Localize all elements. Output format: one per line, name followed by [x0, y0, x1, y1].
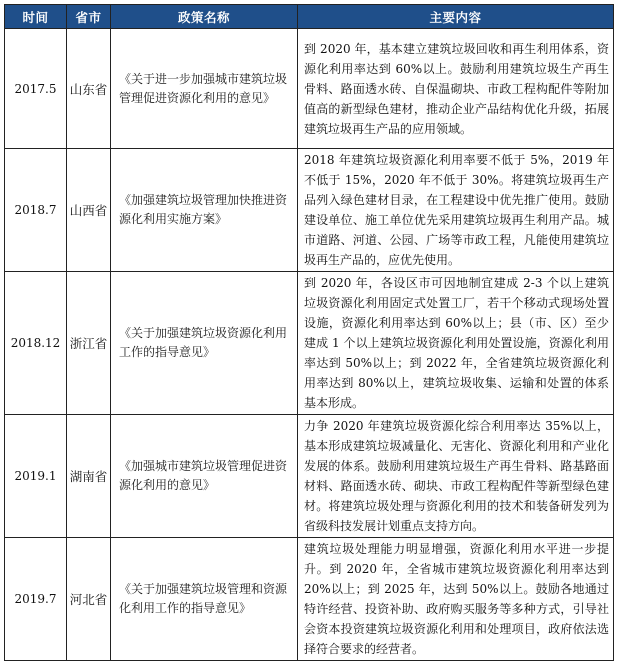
- header-province: 省市: [67, 5, 111, 29]
- cell-policy-name: 《关于进一步加强城市建筑垃圾管理促进资源化利用的意见》: [111, 29, 298, 149]
- table-row: [5, 538, 614, 661]
- cell-time: 2017.5: [5, 29, 67, 149]
- cell-content: 到 2020 年，基本建立建筑垃圾回收和再生利用体系，资源化利用率达到 60%以上。鼓励利用建筑垃圾生产再生骨料、路面透水砖、自保温砌块、市政工程构配件等附加值高的新型绿色建材，推动企业产品结构优化升级，拓展建筑垃圾再生产品的应用领域。: [298, 29, 614, 149]
- cell-content: 力争 2020 年建筑垃圾资源化综合利用率达 35%以上，基本形成建筑垃圾减量化、无害化、资源化利用和产业化发展的体系。鼓励利用建筑垃圾生产再生骨料、路基路面材料、路面透水砖、砌块、市政工程构配件等新型绿色建材。将建筑垃圾处理与资源化利用的技术和装备研发列为省级科技发展计划重点支持方向。: [298, 415, 614, 538]
- policy-table: [4, 4, 614, 661]
- table-row: [5, 415, 614, 538]
- cell-province: 浙江省: [67, 272, 111, 415]
- header-row: [5, 5, 614, 29]
- cell-province: 河北省: [67, 538, 111, 661]
- cell-content: 建筑垃圾处理能力明显增强，资源化利用水平进一步提升。到 2020 年，全省城市建筑垃圾资源化利用率达到 20%以上；到 2025 年，达到 50%以上。鼓励各地通过特许经营、投资补助、政府购买服务等多种方式，引导社会资本投资建筑垃圾资源化利用和处理项目，政府依法选择符合要求的经营者。: [298, 538, 614, 661]
- cell-time: 2018.7: [5, 149, 67, 272]
- header-content: 主要内容: [298, 5, 614, 29]
- table-body: [5, 29, 614, 661]
- policy-table-container: [4, 4, 613, 661]
- cell-policy-name: 《加强建筑垃圾管理加快推进资源化利用实施方案》: [111, 149, 298, 272]
- cell-time: 2018.12: [5, 272, 67, 415]
- table-row: [5, 272, 614, 415]
- cell-time: 2019.7: [5, 538, 67, 661]
- table-header: [5, 5, 614, 29]
- cell-province: 湖南省: [67, 415, 111, 538]
- table-row: [5, 149, 614, 272]
- cell-province: 山西省: [67, 149, 111, 272]
- header-policy-name: 政策名称: [111, 5, 298, 29]
- cell-province: 山东省: [67, 29, 111, 149]
- cell-content: 2018 年建筑垃圾资源化利用率要不低于 5%，2019 年不低于 15%，2020 年不低于 30%。将建筑垃圾再生产品列入绿色建材目录，在工程建设中优先推广使用。鼓励建设单位、施工单位优先采用建筑垃圾再生利用产品。城市道路、河道、公园、广场等市政工程，凡能使用建筑垃圾再生产品的，应优先使用。: [298, 149, 614, 272]
- table-row: [5, 29, 614, 149]
- cell-policy-name: 《关于加强建筑垃圾管理和资源化利用工作的指导意见》: [111, 538, 298, 661]
- cell-content: 到 2020 年，各设区市可因地制宜建成 2-3 个以上建筑垃圾资源化利用固定式处置工厂，若干个移动式现场处置设施，资源化利用率达到 60%以上；县（市、区）至少建成 1 个以上建筑垃圾资源化利用处置设施，资源化利用率达到 50%以上；到 2022 年，全省建筑垃圾资源化利用率达到 80%以上，建筑垃圾收集、运输和处置的体系基本形成。: [298, 272, 614, 415]
- cell-policy-name: 《加强城市建筑垃圾管理促进资源化利用的意见》: [111, 415, 298, 538]
- cell-policy-name: 《关于加强建筑垃圾资源化利用工作的指导意见》: [111, 272, 298, 415]
- cell-time: 2019.1: [5, 415, 67, 538]
- header-time: 时间: [5, 5, 67, 29]
